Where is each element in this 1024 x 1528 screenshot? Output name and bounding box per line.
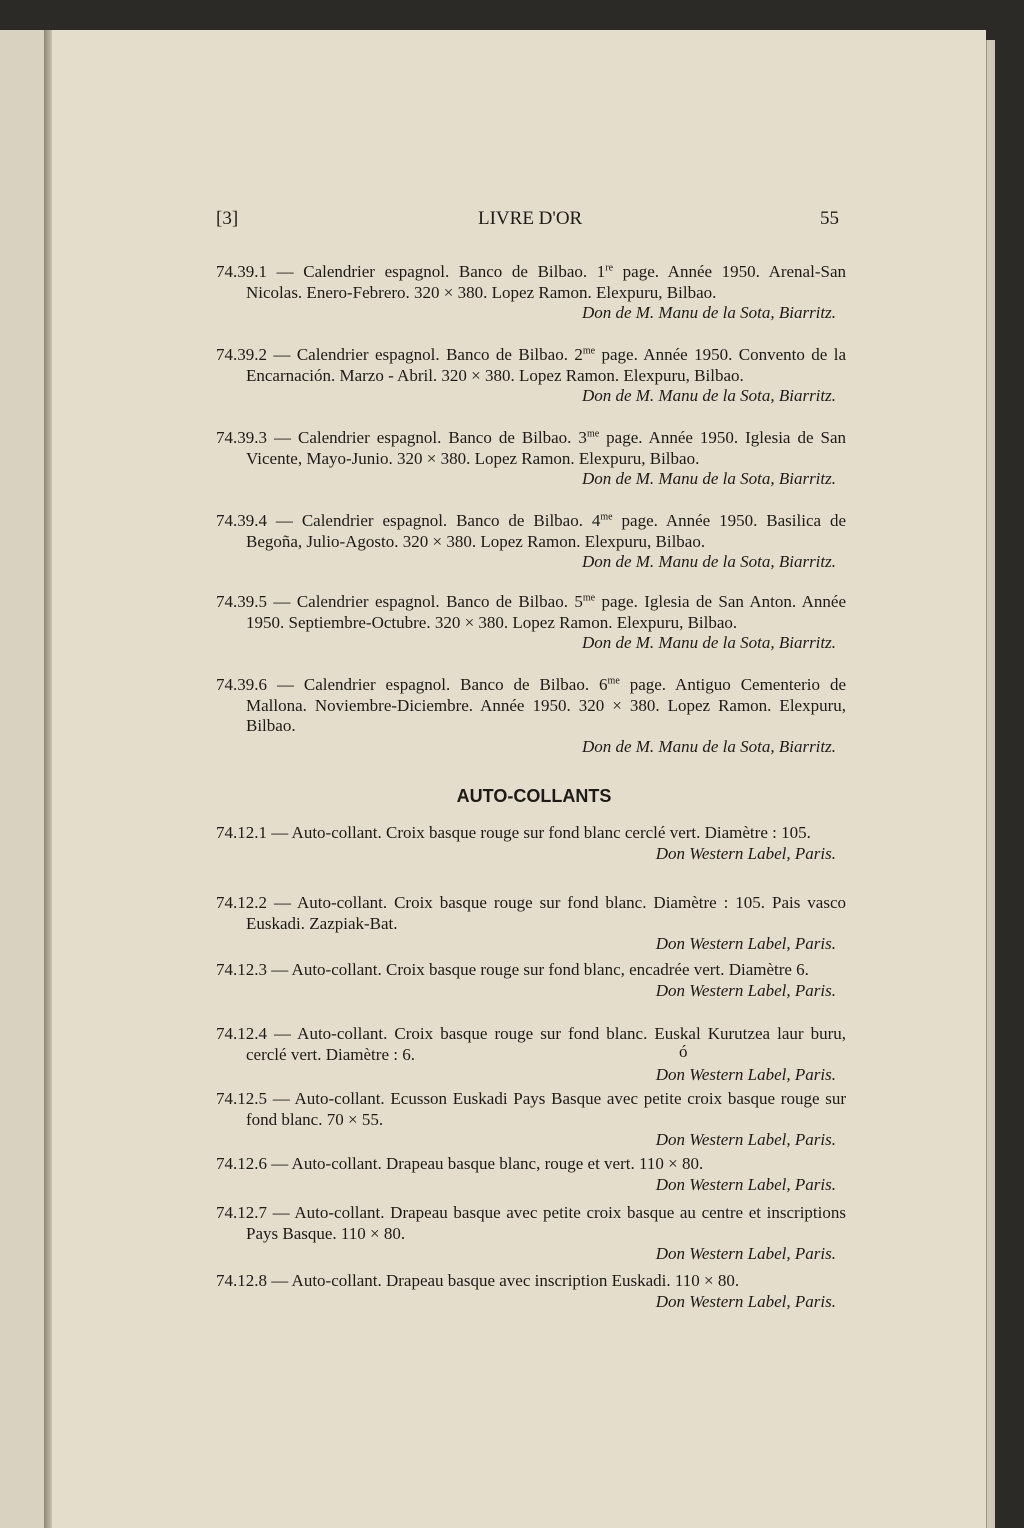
entry-description: — Auto-collant. Drapeau basque blanc, rouge et vert. 110 × 80. (267, 1154, 704, 1173)
entry-description: — Calendrier espagnol. Banco de Bilbao. 1 (267, 262, 606, 281)
entry-description: — Calendrier espagnol. Banco de Bilbao. 2 (267, 345, 583, 364)
entry-text (216, 823, 846, 844)
entry-number: 74.39.3 (216, 428, 267, 447)
entry-text (216, 345, 846, 386)
entry-donor: Don Western Label, Paris. (655, 934, 836, 953)
entry-number: 74.12.5 (216, 1089, 267, 1108)
entry-description: — Auto-collant. Ecusson Euskadi Pays Basque avec petite croix basque rouge sur fond blanc. 70 × 55. (246, 1089, 846, 1129)
ordinal-suffix: me (607, 675, 620, 687)
catalog-entry (216, 428, 846, 490)
entry-description: — Auto-collant. Croix basque rouge sur fond blanc, encadrée vert. Diamètre 6. (267, 960, 809, 979)
entry-number: 74.39.4 (216, 511, 267, 530)
catalog-entry (216, 823, 846, 864)
entry-donor: Don de M. Manu de la Sota, Biarritz. (581, 633, 836, 652)
catalog-entry (216, 345, 846, 407)
entry-description: — Auto-collant. Drapeau basque avec petite croix basque au centre et inscriptions Pays Basque. 110 × 80. (246, 1203, 846, 1243)
entry-text (216, 960, 846, 981)
catalog-entry (216, 1271, 846, 1312)
section-heading: AUTO-COLLANTS (456, 786, 612, 806)
entry-description: — Calendrier espagnol. Banco de Bilbao. 4 (267, 511, 601, 530)
entry-description-cont: page. Année 1950. Basilica de Begoña, Julio-Agosto. 320 × 380. Lopez Ramon. Elexpuru, Bilbao. (246, 511, 847, 551)
catalog-entry (216, 592, 846, 654)
page-stack-edge (986, 40, 995, 1528)
ordinal-suffix: me (582, 345, 596, 357)
entry-text (216, 1203, 846, 1244)
entry-number: 74.39.1 (216, 262, 267, 281)
entry-number: 74.12.1 (216, 823, 267, 842)
book-gutter (44, 30, 52, 1528)
entry-number: 74.12.8 (216, 1271, 267, 1290)
entry-text (216, 675, 846, 737)
entry-number: 74.12.2 (216, 893, 267, 912)
entry-number: 74.39.2 (216, 345, 267, 364)
ordinal-suffix: re (605, 262, 614, 274)
catalog-entry (216, 1024, 846, 1086)
stray-mark: ó (679, 1042, 688, 1061)
catalog-entry (216, 675, 846, 757)
entry-donor: Don de M. Manu de la Sota, Biarritz. (581, 469, 836, 488)
entry-description-cont: page. Année 1950. Arenal-San Nicolas. Enero-Febrero. 320 × 380. Lopez Ramon. Elexpuru, Bilbao. (246, 262, 846, 302)
catalog-entry (216, 1089, 846, 1151)
entry-text (216, 262, 846, 303)
entry-text (216, 1089, 846, 1130)
page-number: 55 (820, 208, 839, 229)
entry-number: 74.12.4 (216, 1024, 267, 1043)
entry-description: — Calendrier espagnol. Banco de Bilbao. 5 (267, 592, 583, 611)
catalog-entry (216, 893, 846, 955)
entry-number: 74.12.7 (216, 1203, 267, 1222)
entry-text (216, 1154, 846, 1175)
entry-number: 74.12.3 (216, 960, 267, 979)
entry-donor: Don Western Label, Paris. (655, 1291, 836, 1311)
entry-description: — Auto-collant. Drapeau basque avec inscription Euskadi. 110 × 80. (267, 1271, 740, 1290)
entry-description-cont: page. Antiguo Cementerio de Mallona. Noviembre-Diciembre. Année 1950. 320 × 380. Lopez Ramon. Elexpuru, Bilbao. (246, 675, 846, 735)
entry-text (216, 428, 846, 469)
entry-description: — Calendrier espagnol. Banco de Bilbao. 3 (267, 428, 587, 447)
entry-donor: Don de M. Manu de la Sota, Biarritz. (581, 386, 836, 405)
entry-text (216, 592, 846, 633)
entry-number: 74.39.5 (216, 592, 267, 611)
entry-donor: Don Western Label, Paris. (655, 1174, 836, 1194)
running-title: LIVRE D'OR (478, 208, 583, 229)
entry-description: — Auto-collant. Croix basque rouge sur fond blanc cerclé vert. Diamètre : 105. (267, 823, 811, 842)
catalog-entry (216, 511, 846, 573)
entry-donor: Don Western Label, Paris. (655, 980, 836, 1000)
entry-description-cont: page. Année 1950. Iglesia de San Vicente, Mayo-Junio. 320 × 380. Lopez Ramon. Elexpuru, Bilbao. (246, 428, 846, 468)
entry-description-cont: page. Iglesia de San Anton. Année 1950. Septiembre-Octubre. 320 × 380. Lopez Ramon. Elexpuru, Bilbao. (246, 592, 846, 632)
catalog-entry (216, 960, 846, 1001)
catalog-entry (216, 1203, 846, 1265)
facing-page-edge (0, 30, 46, 1528)
catalog-entry (216, 262, 846, 324)
entry-donor: Don de M. Manu de la Sota, Biarritz. (581, 303, 836, 322)
entry-donor: Don Western Label, Paris. (655, 1244, 836, 1263)
entry-text (216, 893, 846, 934)
catalog-entry (216, 1154, 846, 1195)
entry-description-cont: page. Année 1950. Convento de la Encarnación. Marzo - Abril. 320 × 380. Lopez Ramon. Elexpuru, Bilbao. (246, 345, 846, 385)
entry-donor: Don de M. Manu de la Sota, Biarritz. (581, 552, 836, 571)
entry-description: — Auto-collant. Croix basque rouge sur fond blanc. Euskal Kurutzea laur buru, cerclé vert. Diamètre : 6. (246, 1024, 846, 1064)
entry-donor: Don Western Label, Paris. (655, 1130, 836, 1149)
entry-donor: Don Western Label, Paris. (655, 1065, 836, 1084)
entry-donor: Don Western Label, Paris. (655, 843, 836, 863)
entry-number: 74.39.6 (216, 675, 267, 694)
entry-text (216, 1024, 846, 1065)
entry-donor: Don de M. Manu de la Sota, Biarritz. (581, 736, 836, 756)
entry-number: 74.12.6 (216, 1154, 267, 1173)
ordinal-suffix: me (586, 428, 600, 440)
ordinal-suffix: me (582, 592, 596, 604)
entry-text (216, 1271, 846, 1292)
ordinal-suffix: me (600, 511, 613, 523)
section-number: [3] (216, 208, 239, 229)
entry-description: — Auto-collant. Croix basque rouge sur fond blanc. Diamètre : 105. Pais vasco Euskadi. Zazpiak-Bat. (246, 893, 846, 933)
entry-description: — Calendrier espagnol. Banco de Bilbao. 6 (267, 675, 608, 694)
entry-text (216, 511, 846, 552)
